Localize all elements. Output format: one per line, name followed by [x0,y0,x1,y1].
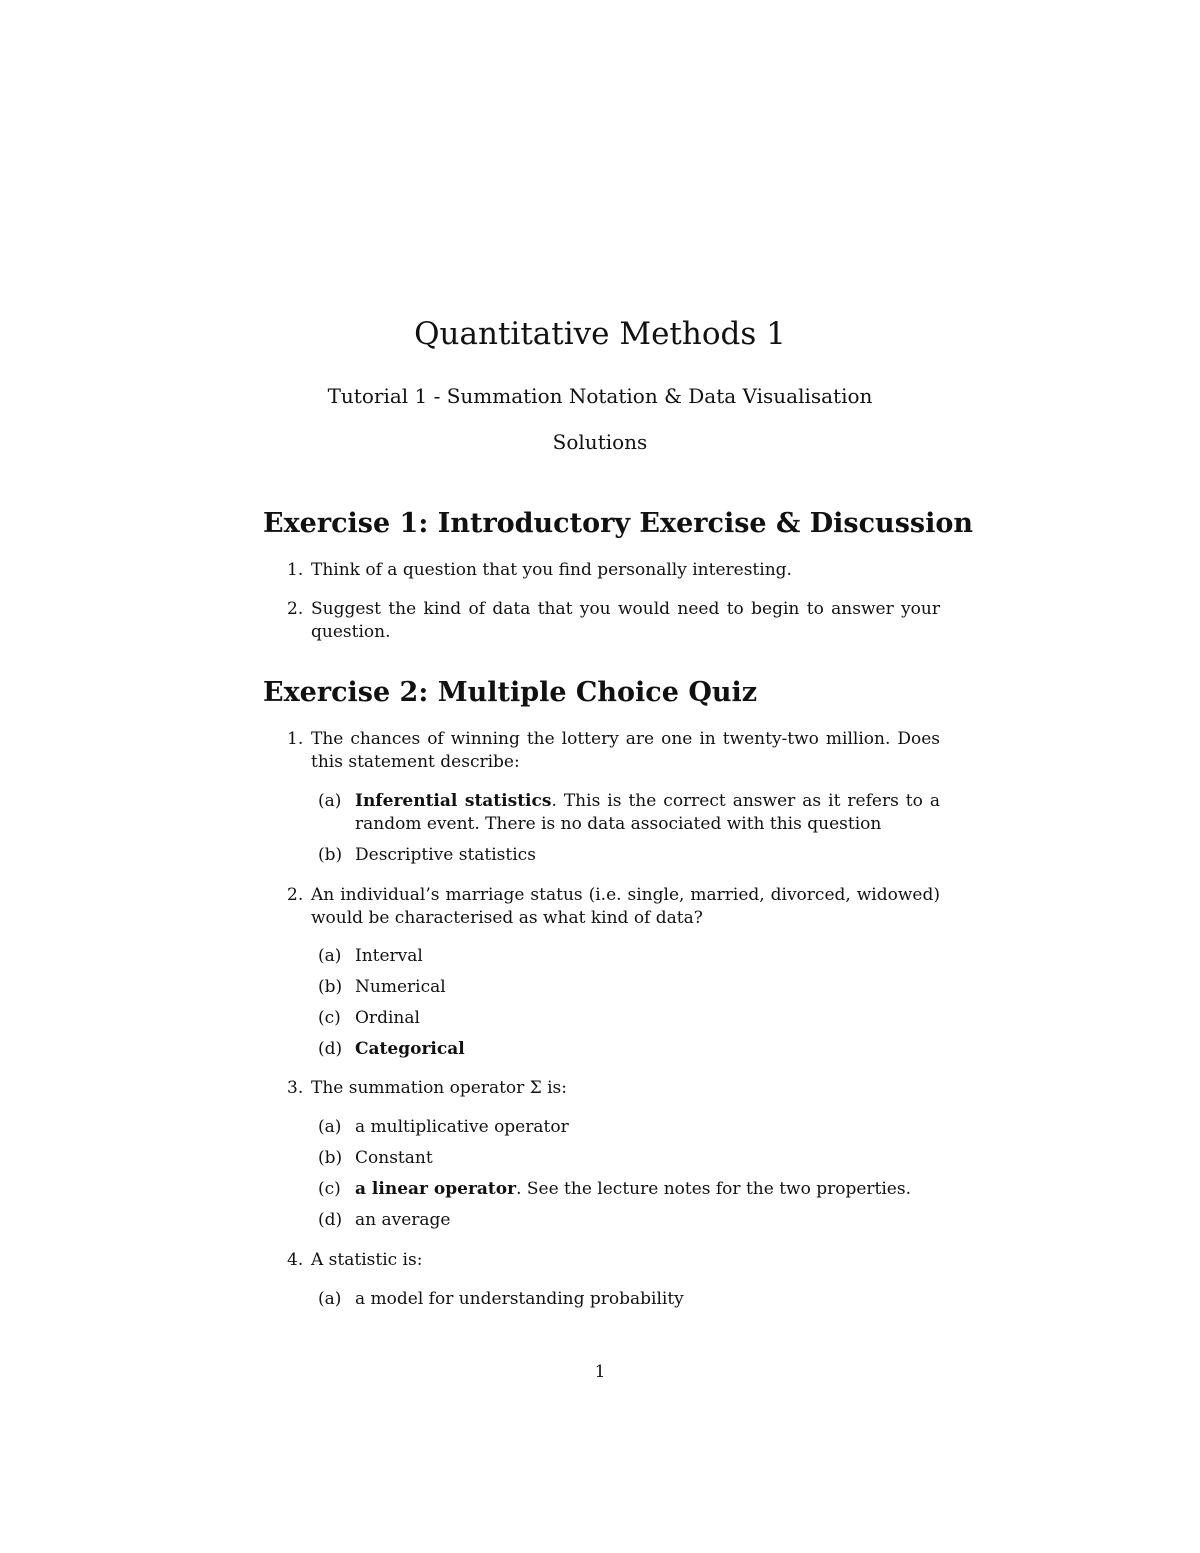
answer-option [280,1038,940,1061]
question-item [280,728,940,774]
option-label: (a) [318,1117,342,1137]
answer-option [280,1147,940,1170]
document-subtitle: Tutorial 1 - Summation Notation & Data Visualisation [327,384,873,408]
option-label: (c) [318,1179,341,1199]
option-bold-text: a linear operator [355,1179,517,1199]
option-text: an average [355,1210,451,1230]
question-number: 3. [287,1078,304,1098]
option-label: (d) [318,1210,343,1230]
question-text: The chances of winning the lottery are one in twenty-two million. Does this statement describe: [311,729,940,772]
answer-option [280,945,940,968]
question-number: 4. [287,1250,304,1270]
item-text: Suggest the kind of data that you would need to begin to answer your question. [311,599,940,642]
option-label: (b) [318,1148,343,1168]
answer-option [280,844,940,867]
option-text: a model for understanding probability [355,1289,684,1309]
option-text: a multiplicative operator [355,1117,569,1137]
option-label: (a) [318,946,342,966]
question-text: An individual’s marriage status (i.e. single, married, divorced, widowed) would be characterised as what kind of data? [311,885,940,928]
item-text: Think of a question that you find personally interesting. [311,560,792,580]
option-text: Interval [355,946,423,966]
option-text: . This is the correct answer as it refers to a random event. There is no data associated with this question [355,791,940,834]
option-label: (b) [318,845,343,865]
question-item [280,1077,940,1100]
question-text: A statistic is: [311,1250,423,1270]
answer-option [280,976,940,999]
option-bold-text: Inferential statistics [355,791,552,811]
answer-option [280,1116,940,1139]
list-item [280,598,940,644]
exercise-1-list [280,559,940,644]
option-label: (a) [318,791,342,811]
question-item [280,884,940,930]
list-item [280,559,940,582]
option-text: Ordinal [355,1008,420,1028]
item-number: 2. [287,599,304,619]
answer-option [280,1288,940,1311]
solutions-label: Solutions [552,430,648,454]
item-number: 1. [287,560,304,580]
answer-option [280,790,940,836]
question-number: 2. [287,885,304,905]
exercise-2-list [280,728,940,1311]
question-item [280,1249,940,1272]
option-bold-text: Categorical [355,1039,465,1059]
option-label: (c) [318,1008,341,1028]
answer-option [280,1178,940,1201]
option-label: (d) [318,1039,343,1059]
exercise-2-heading: Exercise 2: Multiple Choice Quiz [263,677,758,708]
option-text: Constant [355,1148,433,1168]
answer-option [280,1007,940,1030]
question-text: The summation operator Σ is: [311,1078,568,1098]
answer-option [280,1209,940,1232]
option-label: (b) [318,977,343,997]
document-title: Quantitative Methods 1 [414,316,786,352]
option-label: (a) [318,1289,342,1309]
option-text: Descriptive statistics [355,845,536,865]
exercise-1-heading: Exercise 1: Introductory Exercise & Discussion [263,508,973,539]
question-number: 1. [287,729,304,749]
option-text: Numerical [355,977,446,997]
page-number: 1 [594,1362,606,1382]
option-text: . See the lecture notes for the two properties. [516,1179,911,1199]
